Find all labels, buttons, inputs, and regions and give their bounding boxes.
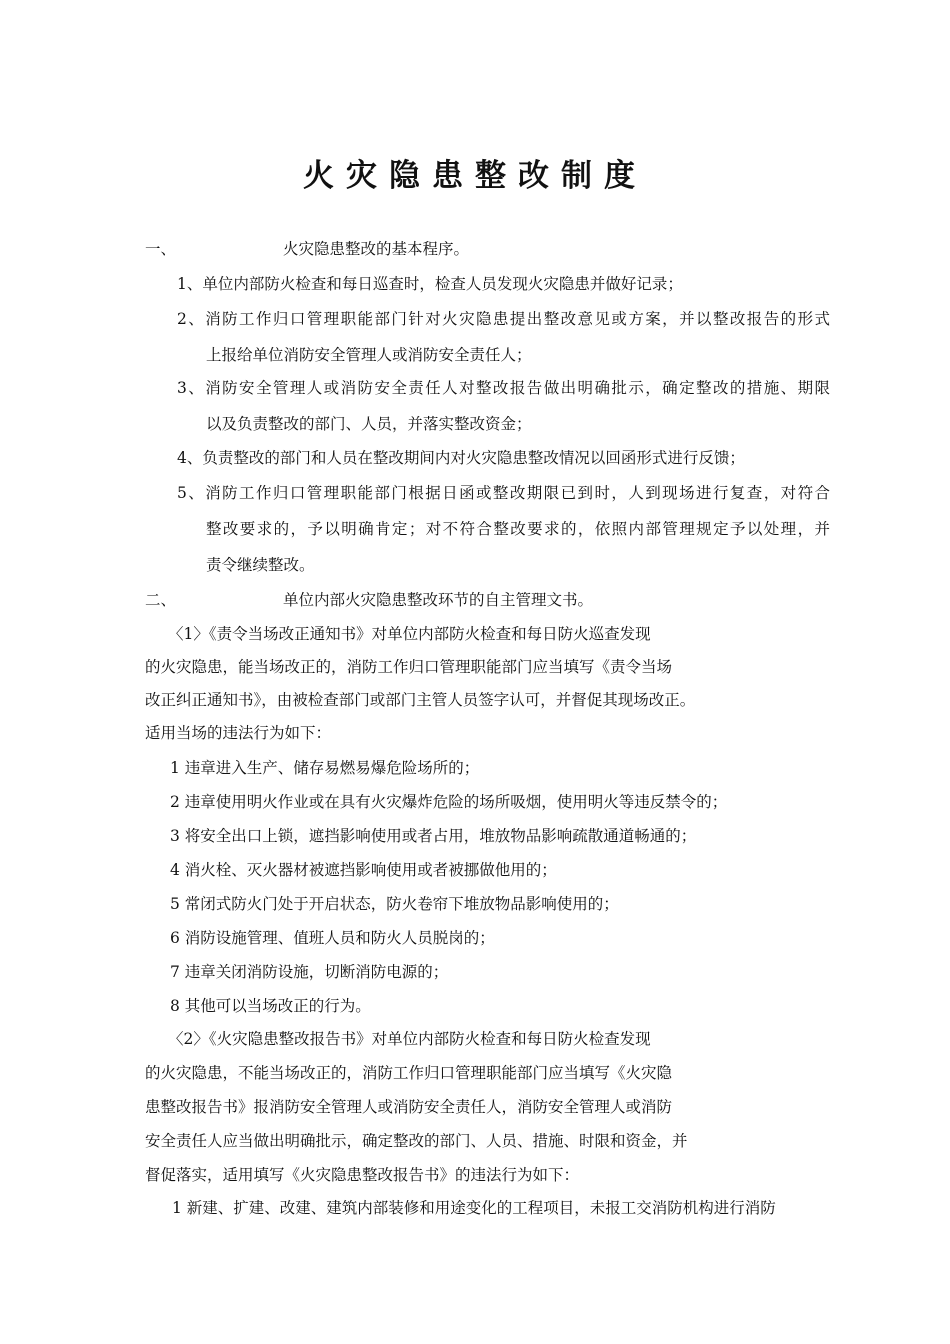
violation-item-2: 2 违章使用明火作业或在具有火灾爆炸危险的场所吸烟，使用明火等违反禁令的； <box>170 793 728 811</box>
violation-item-5: 5 常闭式防火门处于开启状态，防火卷帘下堆放物品影响使用的； <box>170 895 619 913</box>
report-violation-item-1: 1 新建、扩建、改建、建筑内部装修和用途变化的工程项目，未报工交消防机构进行消防 <box>172 1199 776 1217</box>
section-2-part-2-line-3: 患整改报告书》报消防安全管理人或消防安全责任人，消防安全管理人或消防 <box>145 1098 673 1116</box>
section-1-title: 火灾隐患整改的基本程序。 <box>283 240 470 258</box>
section-1-item-2: 2、消防工作归口管理职能部门针对火灾隐患提出整改意见或方案，并以整改报告的形式 <box>177 310 830 328</box>
violation-item-1: 1 违章进入生产、储存易燃易爆危险场所的； <box>170 759 480 777</box>
section-2-part-2-line-5: 督促落实，适用填写《火灾隐患整改报告书》的违法行为如下： <box>145 1166 580 1184</box>
section-1-item-3: 3、消防安全管理人或消防安全责任人对整改报告做出明确批示，确定整改的措施、期限 <box>177 379 830 397</box>
section-1-item-2-cont: 上报给单位消防安全管理人或消防安全责任人； <box>206 346 532 364</box>
section-1-number: 一、 <box>145 240 177 258</box>
violation-item-8: 8 其他可以当场改正的行为。 <box>170 997 371 1015</box>
section-2-part-1-line-2: 的火灾隐患，能当场改正的，消防工作归口管理职能部门应当填写《责令当场 <box>145 658 673 676</box>
violation-item-3: 3 将安全出口上锁，遮挡影响使用或者占用，堆放物品影响疏散通道畅通的； <box>170 827 697 845</box>
section-2-title: 单位内部火灾隐患整改环节的自主管理文书。 <box>283 591 594 609</box>
section-2-part-2-line-2: 的火灾隐患，不能当场改正的，消防工作归口管理职能部门应当填写《火灾隐 <box>145 1064 673 1082</box>
section-2-number: 二、 <box>145 591 177 609</box>
section-1-item-4: 4、负责整改的部门和人员在整改期间内对火灾隐患整改情况以回函形式进行反馈； <box>177 449 745 467</box>
violation-item-4: 4 消火栓、灭火器材被遮挡影响使用或者被挪做他用的； <box>170 861 557 879</box>
section-1-item-5: 5、消防工作归口管理职能部门根据日函或整改期限已到时，人到现场进行复查，对符合 <box>177 484 830 502</box>
violation-item-6: 6 消防设施管理、值班人员和防火人员脱岗的； <box>170 929 495 947</box>
section-1-item-5-cont-2: 责令继续整改。 <box>206 556 315 574</box>
section-2-part-2-line-4: 安全责任人应当做出明确批示，确定整改的部门、人员、措施、时限和资金，并 <box>145 1132 688 1150</box>
section-2-part-1-line-3: 改正纠正通知书》，由被检查部门或部门主管人员签字认可，并督促其现场改正。 <box>145 691 696 709</box>
section-2-part-2-line-1: 〈2〉《火灾隐患整改报告书》对单位内部防火检查和每日防火检查发现 <box>168 1030 651 1048</box>
section-2-part-1-line-4: 适用当场的违法行为如下： <box>145 724 332 742</box>
section-1-item-1: 1、单位内部防火检查和每日巡查时，检查人员发现火灾隐患并做好记录； <box>177 275 683 293</box>
violation-item-7: 7 违章关闭消防设施，切断消防电源的； <box>170 963 449 981</box>
document-title: 火灾隐患整改制度 <box>303 158 647 194</box>
section-1-item-5-cont-1: 整改要求的，予以明确肯定；对不符合整改要求的，依照内部管理规定予以处理，并 <box>206 520 830 538</box>
section-2-part-1-line-1: 〈1〉《责令当场改正通知书》对单位内部防火检查和每日防火巡查发现 <box>168 625 651 643</box>
section-1-item-3-cont: 以及负责整改的部门、人员，并落实整改资金； <box>206 415 532 433</box>
